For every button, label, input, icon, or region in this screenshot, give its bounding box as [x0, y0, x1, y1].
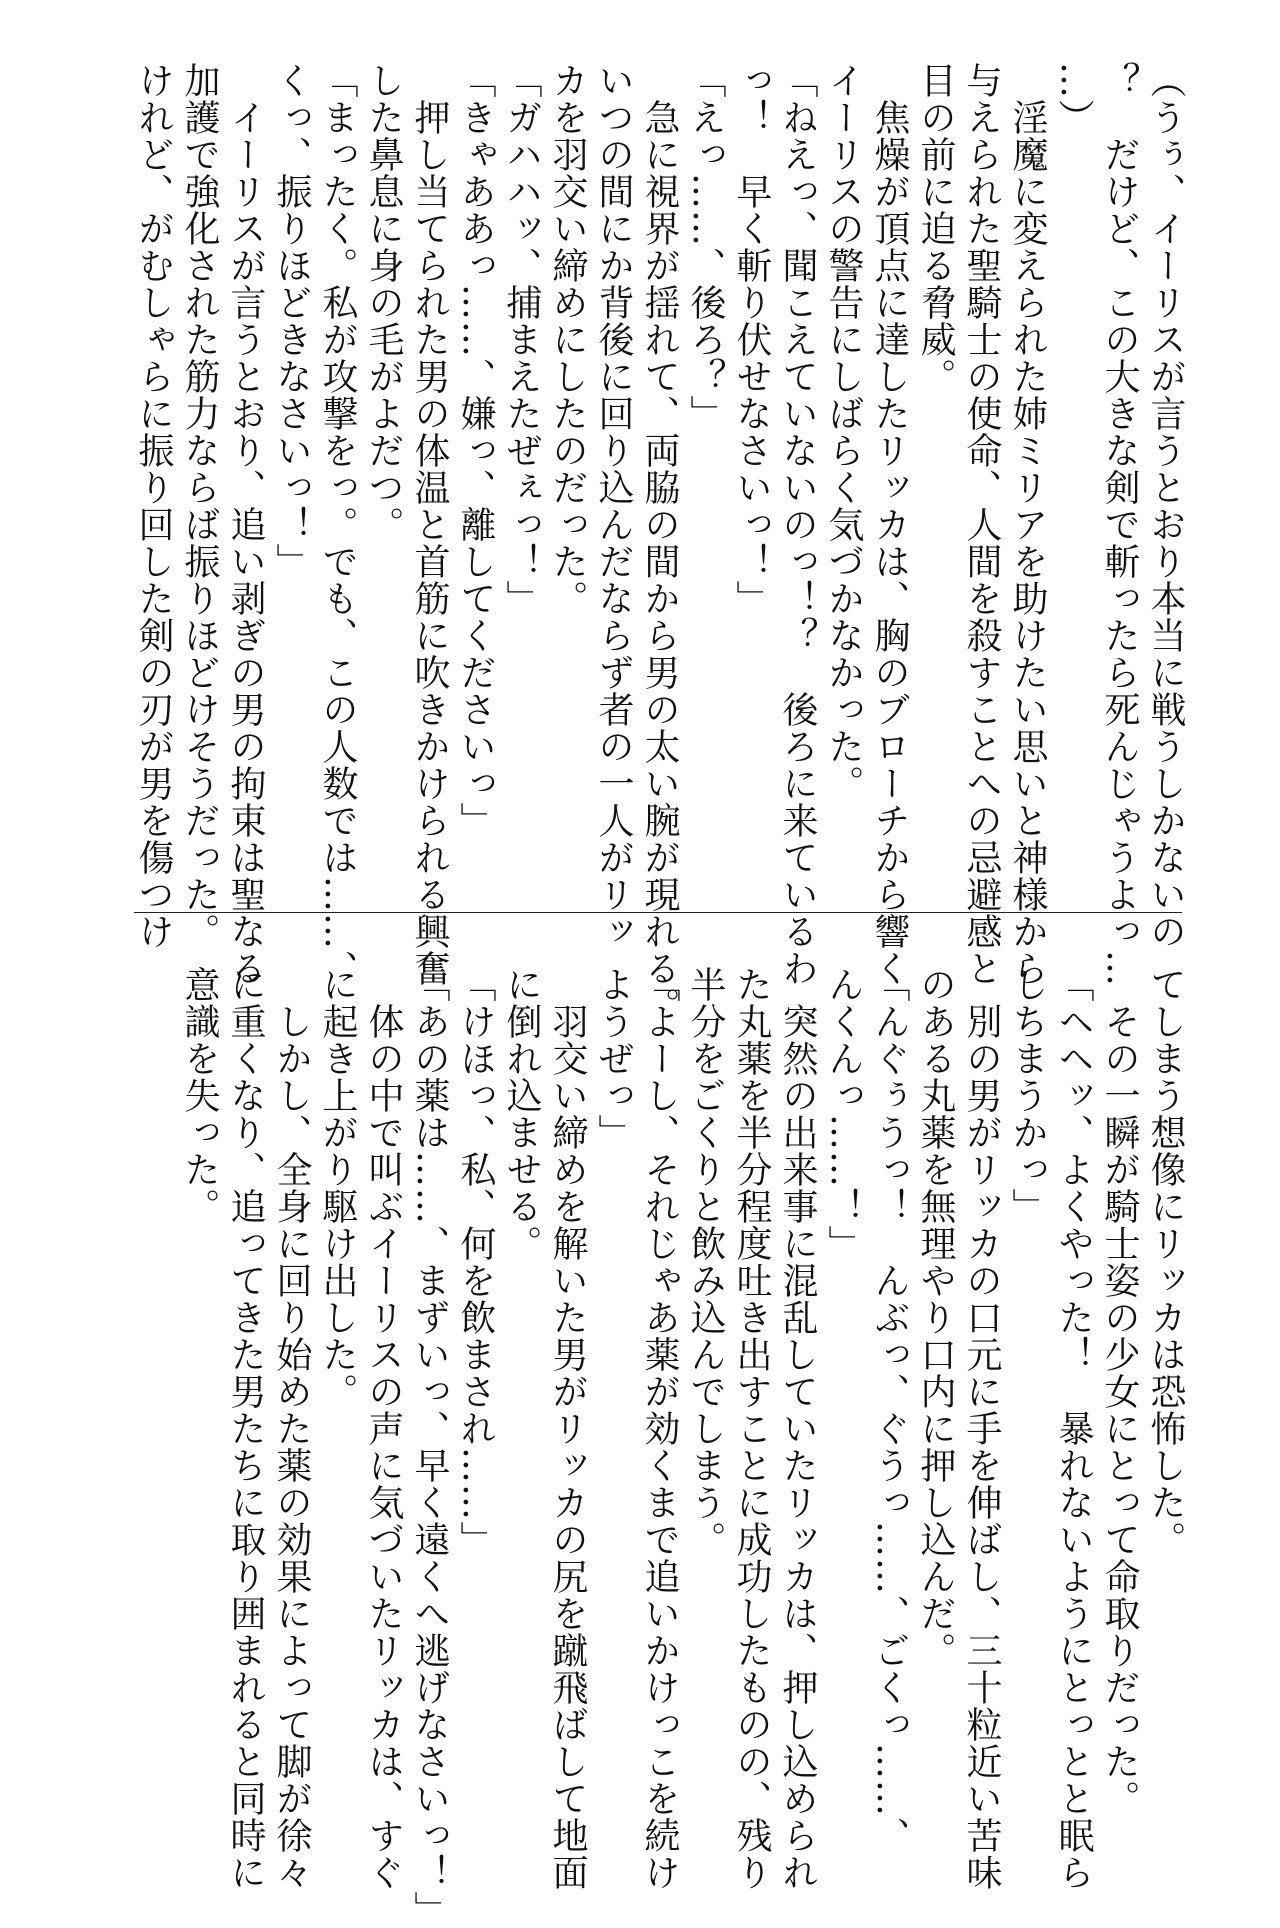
text-line: のある丸薬を無理やり口内に押し込んだ。	[915, 966, 956, 1669]
text-line: 「きゃああっ……、嫌っ、離してくださいっ」	[455, 62, 496, 839]
text-line: 急に視界が揺れて、両脇の間から男の太い腕が現れる。	[639, 62, 680, 1024]
text-line: 「ヘヘッ、よくやった！ 暴れないようにとっとと眠ら	[1053, 966, 1094, 1891]
text-line: しかし、全身に回り始めた薬の効果によって脚が徐々	[271, 966, 312, 1891]
text-line: イーリスが言うとおり、追い剥ぎの男の拘束は聖なる	[225, 62, 266, 987]
text-line: 与えられた聖騎士の使命、人間を殺すことへの忌避感と	[961, 62, 1002, 987]
text-line: 目の前に迫る脅威。	[915, 62, 956, 395]
text-line: くっ、振りほどきなさいっ！」	[271, 62, 312, 580]
text-line: イーリスの警告にしばらく気づかなかった。	[823, 62, 864, 802]
text-line: に重くなり、追ってきた男たちに取り囲まれると同時に	[225, 966, 266, 1891]
text-line: 羽交い締めを解いた男がリッカの尻を蹴飛ばして地面	[547, 966, 588, 1891]
text-line: 「けほっ、私、何を飲まされ……」	[455, 966, 496, 1558]
text-line: 押し当てられた男の体温と首筋に吹きかけられる興奮	[409, 62, 450, 987]
text-line: 「えっ……、後ろ？」	[685, 62, 726, 432]
text-line: 半分をごくりと飲み込んでしまう。	[685, 966, 726, 1558]
text-line: っ！ 早く斬り伏せなさいっ！」	[731, 62, 772, 617]
text-line: 体の中で叫ぶイーリスの声に気づいたリッカは、すぐ	[363, 966, 404, 1891]
text-line: 淫魔に変えられた姉ミリアを助けたい思いと神様から	[1007, 62, 1048, 987]
text-line: てしまう想像にリッカは恐怖した。	[1145, 966, 1186, 1558]
text-line: 別の男がリッカの口元に手を伸ばし、三十粒近い苦味	[961, 966, 1002, 1891]
text-line: 焦燥が頂点に達したリッカは、胸のブローチから響く	[869, 62, 910, 987]
text-line: ？ だけど、この大きな剣で斬ったら死んじゃうよっ…	[1099, 62, 1140, 987]
text-line: 突然の出来事に混乱していたリッカは、押し込められ	[777, 966, 818, 1891]
text-line: 加護で強化された筋力ならば振りほどけそうだった。	[179, 62, 220, 950]
top-page-text	[130, 62, 1188, 1024]
text-line: カを羽交い締めにしたのだった。	[547, 62, 588, 617]
text-line: 「んぐぅうっ！ んぶっ、ぐうっ……、ごくっ……、	[869, 966, 910, 1854]
text-line: ようぜっ」	[593, 966, 634, 1151]
text-line: に倒れ込ませる。	[501, 966, 542, 1262]
text-line: 「ガハハッ、捕まえたぜぇっ！」	[501, 62, 542, 617]
text-line: に起き上がり駆け出した。	[317, 966, 358, 1410]
text-line: た丸薬を半分程度吐き出すことに成功したものの、残り	[731, 966, 772, 1891]
bottom-page-text	[176, 966, 1188, 1928]
text-line: 意識を失った。	[179, 966, 220, 1225]
text-line: その一瞬が騎士姿の少女にとって命取りだった。	[1099, 966, 1140, 1817]
text-line: 「よーし、それじゃあ薬が効くまで追いかけっこを続け	[639, 966, 680, 1891]
text-line: …）	[1053, 62, 1094, 136]
text-line: 「ねえっ、聞こえていないのっ！？ 後ろに来ているわ	[777, 62, 818, 987]
text-line: した鼻息に身の毛がよだつ。	[363, 62, 404, 543]
text-line: んくんっ……！」	[823, 966, 864, 1262]
text-line: 「まったく。私が攻撃をっ。でも、この人数では……、	[317, 62, 358, 987]
text-line: けれど、がむしゃらに振り回した剣の刃が男を傷つけ	[133, 62, 174, 950]
text-line: いつの間にか背後に回り込んだならず者の一人がリッ	[593, 62, 634, 950]
text-line: 「あの薬は……、まずいっ、早く遠くへ逃げなさいっ！」	[409, 966, 450, 1928]
text-line: （うぅ、イーリスが言うとおり本当に戦うしかないの	[1145, 62, 1186, 950]
text-line: しちまうかっ」	[1007, 966, 1048, 1225]
page-divider	[134, 912, 1182, 913]
